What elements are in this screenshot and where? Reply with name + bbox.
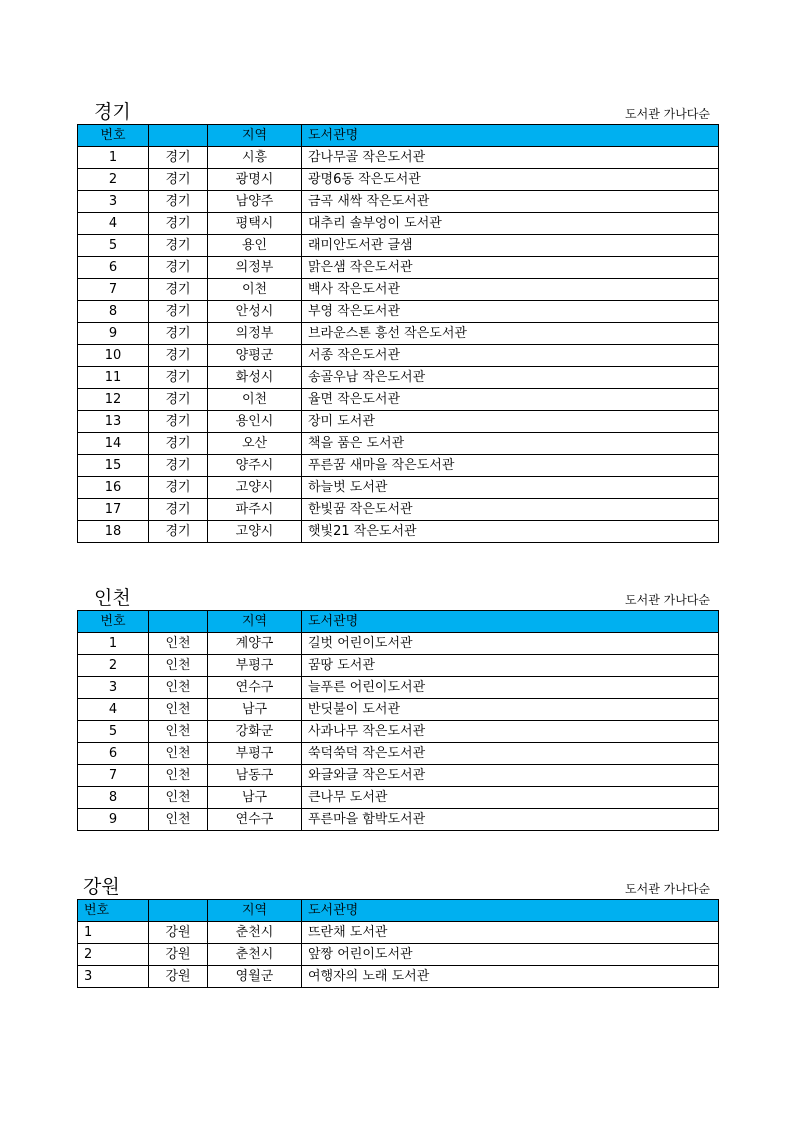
cell-region: 용인 (208, 235, 302, 257)
cell-number: 14 (78, 433, 149, 455)
cell-number: 2 (78, 169, 149, 191)
cell-province: 인천 (149, 699, 208, 721)
table-row (78, 721, 719, 743)
table-row (78, 279, 719, 301)
table-row (78, 966, 719, 988)
cell-number: 5 (78, 721, 149, 743)
cell-province: 경기 (149, 301, 208, 323)
cell-province: 경기 (149, 455, 208, 477)
cell-library-name: 맑은샘 작은도서관 (302, 257, 719, 279)
cell-region: 양평군 (208, 345, 302, 367)
cell-number: 6 (78, 257, 149, 279)
cell-library-name: 앞짱 어린이도서관 (302, 944, 719, 966)
column-header: 도서관명 (302, 611, 719, 633)
table-row (78, 191, 719, 213)
cell-number: 9 (78, 323, 149, 345)
table-row (78, 677, 719, 699)
cell-region: 영월군 (208, 966, 302, 988)
cell-region: 평택시 (208, 213, 302, 235)
cell-library-name: 사과나무 작은도서관 (302, 721, 719, 743)
cell-region: 파주시 (208, 499, 302, 521)
library-table (77, 124, 719, 543)
cell-province: 강원 (149, 966, 208, 988)
cell-library-name: 한빛꿈 작은도서관 (302, 499, 719, 521)
column-header: 번호 (78, 125, 149, 147)
cell-library-name: 금곡 새싹 작은도서관 (302, 191, 719, 213)
cell-province: 경기 (149, 477, 208, 499)
cell-province: 경기 (149, 389, 208, 411)
cell-library-name: 쑥덕쑥덕 작은도서관 (302, 743, 719, 765)
cell-province: 경기 (149, 191, 208, 213)
cell-library-name: 햇빛21 작은도서관 (302, 521, 719, 543)
table-row (78, 699, 719, 721)
column-header: 지역 (208, 900, 302, 922)
cell-province: 경기 (149, 323, 208, 345)
cell-library-name: 꿈땅 도서관 (302, 655, 719, 677)
table-header-row (78, 611, 719, 633)
cell-number: 16 (78, 477, 149, 499)
sort-note: 도서관 가나다순 (625, 107, 710, 121)
section-header (77, 586, 718, 610)
section-1 (77, 100, 718, 543)
section-title: 강원 (83, 876, 120, 898)
cell-library-name: 감나무골 작은도서관 (302, 147, 719, 169)
cell-library-name: 늘푸른 어린이도서관 (302, 677, 719, 699)
cell-province: 강원 (149, 922, 208, 944)
cell-province: 인천 (149, 655, 208, 677)
cell-library-name: 와글와글 작은도서관 (302, 765, 719, 787)
cell-province: 경기 (149, 411, 208, 433)
cell-province: 인천 (149, 809, 208, 831)
table-row (78, 944, 719, 966)
table-row (78, 655, 719, 677)
section-header (77, 100, 718, 124)
cell-province: 인천 (149, 743, 208, 765)
column-header: 도서관명 (302, 900, 719, 922)
cell-province: 경기 (149, 345, 208, 367)
table-row (78, 922, 719, 944)
cell-region: 연수구 (208, 809, 302, 831)
cell-region: 안성시 (208, 301, 302, 323)
cell-region: 춘천시 (208, 922, 302, 944)
section-title: 인천 (94, 587, 131, 609)
table-row (78, 633, 719, 655)
cell-region: 부평구 (208, 655, 302, 677)
cell-region: 양주시 (208, 455, 302, 477)
table-row (78, 213, 719, 235)
cell-region: 고양시 (208, 477, 302, 499)
library-table (77, 610, 719, 831)
cell-province: 경기 (149, 499, 208, 521)
table-row (78, 809, 719, 831)
cell-region: 의정부 (208, 257, 302, 279)
table-row (78, 499, 719, 521)
cell-number: 2 (78, 655, 149, 677)
cell-province: 인천 (149, 633, 208, 655)
cell-number: 1 (78, 147, 149, 169)
cell-region: 용인시 (208, 411, 302, 433)
cell-number: 9 (78, 809, 149, 831)
cell-library-name: 율면 작은도서관 (302, 389, 719, 411)
column-header: 지역 (208, 611, 302, 633)
cell-library-name: 래미안도서관 글샘 (302, 235, 719, 257)
cell-province: 인천 (149, 787, 208, 809)
cell-number: 5 (78, 235, 149, 257)
cell-number: 7 (78, 279, 149, 301)
table-row (78, 257, 719, 279)
cell-number: 17 (78, 499, 149, 521)
cell-region: 남동구 (208, 765, 302, 787)
column-header: 지역 (208, 125, 302, 147)
cell-library-name: 광명6동 작은도서관 (302, 169, 719, 191)
cell-province: 경기 (149, 521, 208, 543)
cell-region: 강화군 (208, 721, 302, 743)
cell-number: 18 (78, 521, 149, 543)
table-row (78, 169, 719, 191)
cell-region: 의정부 (208, 323, 302, 345)
cell-number: 3 (78, 191, 149, 213)
table-row (78, 389, 719, 411)
table-row (78, 743, 719, 765)
column-header (149, 125, 208, 147)
cell-province: 인천 (149, 765, 208, 787)
table-row (78, 455, 719, 477)
table-header-row (78, 125, 719, 147)
column-header (149, 900, 208, 922)
table-row (78, 787, 719, 809)
cell-region: 남구 (208, 699, 302, 721)
cell-library-name: 송골우남 작은도서관 (302, 367, 719, 389)
cell-province: 경기 (149, 169, 208, 191)
cell-library-name: 백사 작은도서관 (302, 279, 719, 301)
library-table (77, 899, 719, 988)
table-row (78, 521, 719, 543)
column-header: 번호 (78, 900, 149, 922)
cell-number: 8 (78, 787, 149, 809)
cell-province: 강원 (149, 944, 208, 966)
cell-region: 계양구 (208, 633, 302, 655)
cell-library-name: 길벗 어린이도서관 (302, 633, 719, 655)
cell-library-name: 반딧불이 도서관 (302, 699, 719, 721)
cell-number: 8 (78, 301, 149, 323)
table-row (78, 301, 719, 323)
table-row (78, 323, 719, 345)
cell-library-name: 장미 도서관 (302, 411, 719, 433)
cell-province: 경기 (149, 433, 208, 455)
cell-province: 경기 (149, 367, 208, 389)
cell-region: 이천 (208, 389, 302, 411)
cell-province: 인천 (149, 677, 208, 699)
cell-number: 13 (78, 411, 149, 433)
cell-region: 연수구 (208, 677, 302, 699)
column-header (149, 611, 208, 633)
column-header: 도서관명 (302, 125, 719, 147)
section-3 (77, 875, 718, 988)
cell-library-name: 브라운스톤 흥선 작은도서관 (302, 323, 719, 345)
cell-library-name: 서종 작은도서관 (302, 345, 719, 367)
cell-number: 10 (78, 345, 149, 367)
cell-number: 1 (78, 922, 149, 944)
cell-library-name: 뜨란채 도서관 (302, 922, 719, 944)
column-header: 번호 (78, 611, 149, 633)
cell-region: 춘천시 (208, 944, 302, 966)
cell-region: 남양주 (208, 191, 302, 213)
cell-number: 3 (78, 966, 149, 988)
cell-province: 경기 (149, 147, 208, 169)
cell-province: 경기 (149, 213, 208, 235)
cell-number: 12 (78, 389, 149, 411)
cell-number: 2 (78, 944, 149, 966)
cell-library-name: 큰나무 도서관 (302, 787, 719, 809)
cell-library-name: 하늘벗 도서관 (302, 477, 719, 499)
cell-province: 경기 (149, 235, 208, 257)
cell-library-name: 푸른꿈 새마을 작은도서관 (302, 455, 719, 477)
table-row (78, 235, 719, 257)
cell-region: 남구 (208, 787, 302, 809)
section-header (77, 875, 718, 899)
cell-region: 부평구 (208, 743, 302, 765)
table-row (78, 345, 719, 367)
table-row (78, 411, 719, 433)
section-title: 경기 (94, 101, 131, 123)
cell-library-name: 대추리 솔부엉이 도서관 (302, 213, 719, 235)
cell-number: 7 (78, 765, 149, 787)
sort-note: 도서관 가나다순 (625, 593, 710, 607)
cell-region: 오산 (208, 433, 302, 455)
cell-number: 4 (78, 699, 149, 721)
cell-region: 고양시 (208, 521, 302, 543)
cell-number: 6 (78, 743, 149, 765)
cell-library-name: 책을 품은 도서관 (302, 433, 719, 455)
cell-number: 15 (78, 455, 149, 477)
cell-province: 경기 (149, 257, 208, 279)
table-row (78, 367, 719, 389)
table-row (78, 765, 719, 787)
cell-region: 시흥 (208, 147, 302, 169)
cell-province: 경기 (149, 279, 208, 301)
table-header-row (78, 900, 719, 922)
cell-region: 이천 (208, 279, 302, 301)
cell-library-name: 부영 작은도서관 (302, 301, 719, 323)
table-row (78, 477, 719, 499)
cell-number: 1 (78, 633, 149, 655)
cell-province: 인천 (149, 721, 208, 743)
sort-note: 도서관 가나다순 (625, 882, 710, 896)
table-row (78, 147, 719, 169)
cell-region: 광명시 (208, 169, 302, 191)
cell-region: 화성시 (208, 367, 302, 389)
table-row (78, 433, 719, 455)
cell-library-name: 푸른마을 함박도서관 (302, 809, 719, 831)
cell-number: 3 (78, 677, 149, 699)
cell-number: 11 (78, 367, 149, 389)
cell-number: 4 (78, 213, 149, 235)
section-2 (77, 586, 718, 831)
cell-library-name: 여행자의 노래 도서관 (302, 966, 719, 988)
